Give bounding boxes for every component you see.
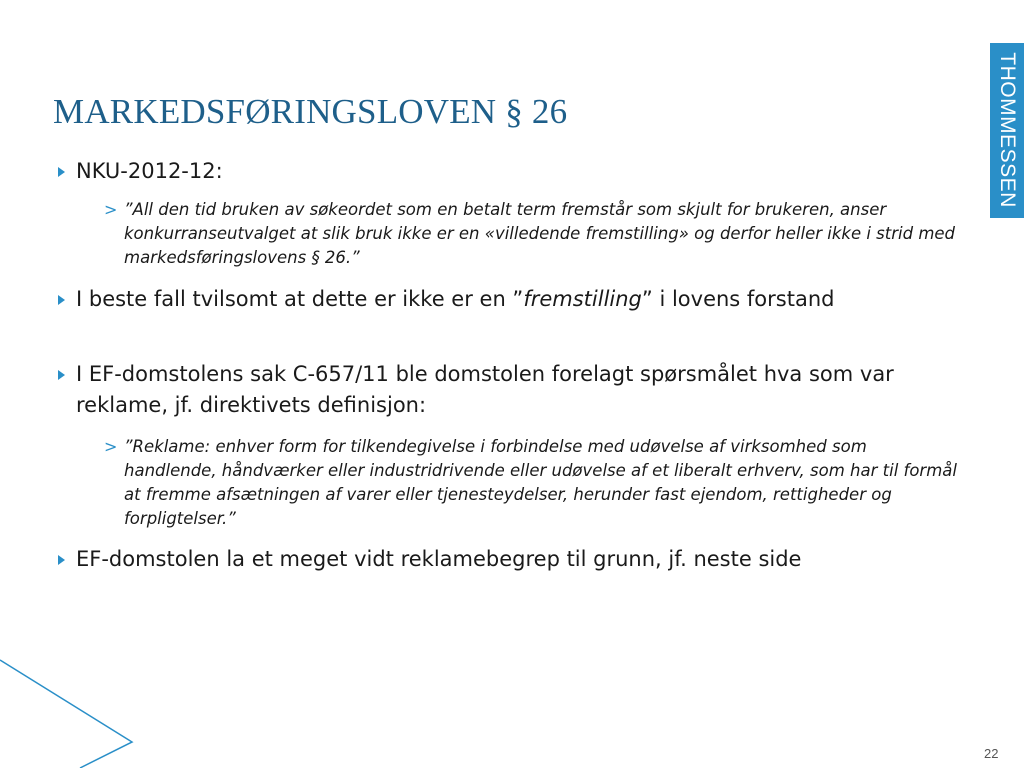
logo-text: THOMMESSEN <box>996 52 1019 208</box>
chevron-right-icon: > <box>104 437 118 456</box>
bullet-item <box>76 359 956 421</box>
triangle-bullet-icon <box>58 295 65 305</box>
sub-bullet-text: ”All den tid bruken av søkeordet som en betalt term fremstår som skjult for brukeren, anser konkurranseutvalget at slik bruk ikke er en «villedende fremstilling» og derfor heller ikke i strid med markedsføringslovens § 26.” <box>124 200 956 267</box>
bullet-text-part: I beste fall tvilsomt at dette er ikke er en ” <box>76 287 524 311</box>
page-number: 22 <box>984 746 999 761</box>
bullet-item <box>76 544 956 575</box>
bullet-text: EF-domstolen la et meget vidt reklamebegrep til grunn, jf. neste side <box>76 547 802 571</box>
bullet-text: NKU-2012-12: <box>76 159 223 183</box>
sub-bullet-item <box>104 435 964 531</box>
triangle-bullet-icon <box>58 370 65 380</box>
bullet-item <box>76 156 956 187</box>
slide-title: MARKEDSFØRINGSLOVEN § 26 <box>53 92 568 131</box>
bullet-text-emphasis: fremstilling <box>523 287 642 311</box>
bullet-text: I EF-domstolens sak C-657/11 ble domstolen forelagt spørsmålet hva som var reklame, jf. direktivets definisjon: <box>76 362 894 417</box>
sub-bullet-text: ”Reklame: enhver form for tilkendegivelse i forbindelse med udøvelse af virksomhed som handlende, håndværker eller industridrivende eller udøvelse af et liberalt erhverv, som har til formål at fremme afsætningen af varer eller tjenesteydelser, herunder fast ejendom, rettigheder og forpligtelser.” <box>124 437 957 528</box>
bullet-item <box>76 284 956 315</box>
triangle-bullet-icon <box>58 555 65 565</box>
sub-bullet-item <box>104 198 964 270</box>
triangle-bullet-icon <box>58 167 65 177</box>
chevron-right-icon: > <box>104 200 118 219</box>
bullet-text-part: ” i lovens forstand <box>641 287 835 311</box>
corner-chevron-decoration <box>0 650 140 768</box>
